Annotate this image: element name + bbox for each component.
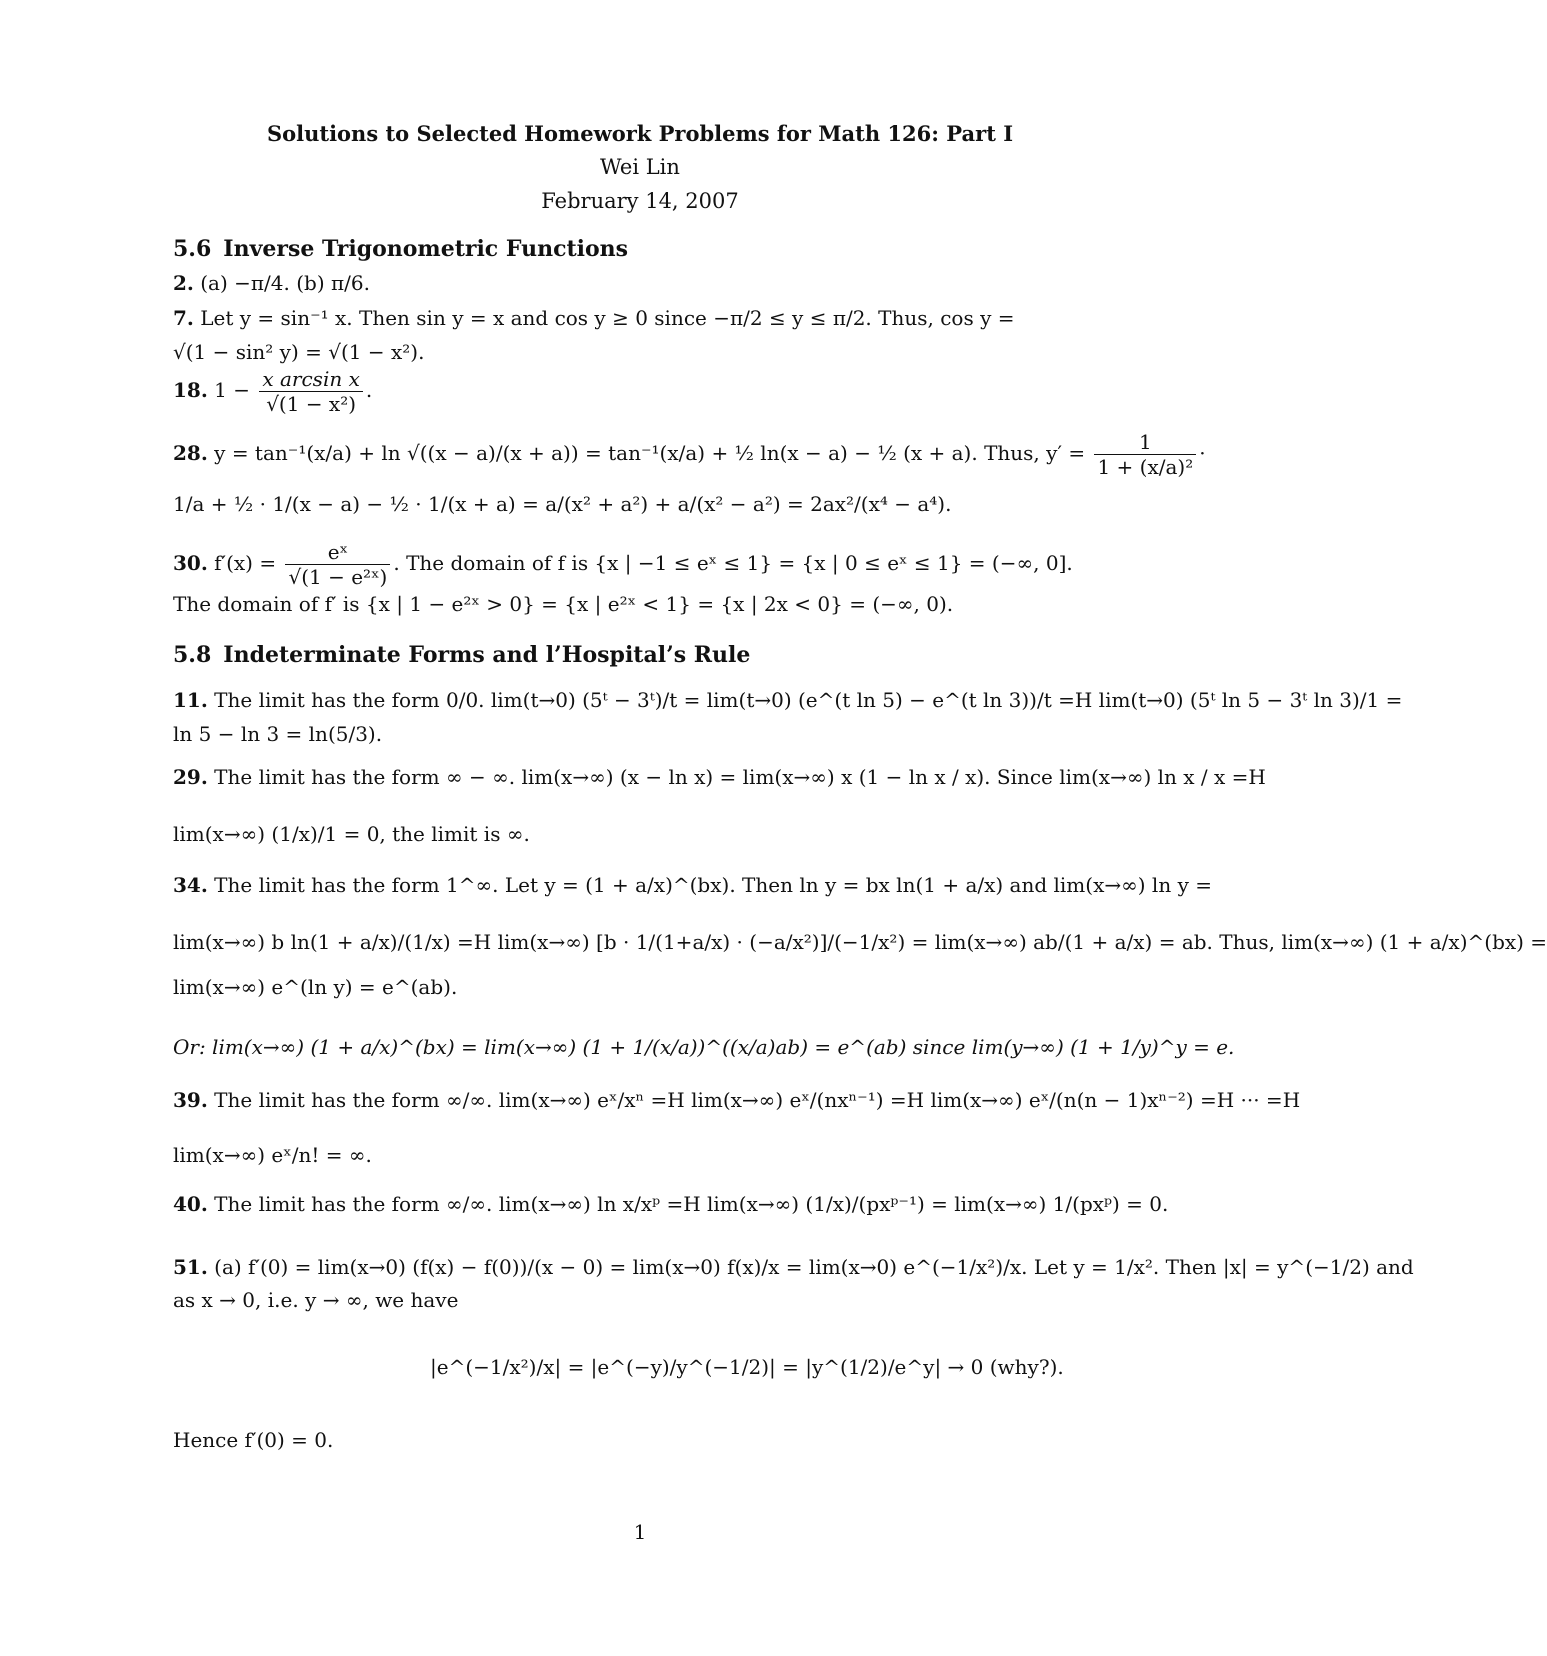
section-number: 5.6 [173, 236, 212, 262]
problem-label: 34. [173, 873, 208, 897]
fraction-denominator: 1 + (x/a)² [1097, 455, 1194, 479]
problem-text: lim(x→∞) (1/x)/1 = 0, the limit is ∞. [173, 822, 530, 846]
problem-30-continued [173, 592, 1108, 616]
problem-text: Or: lim(x→∞) (1 + a/x)^(bx) = lim(x→∞) (1 + 1/(x/a))^((x/a)ab) = e^(ab) since lim(y→∞) (1 + 1/y)^y = e. [173, 1035, 1235, 1059]
problem-2 [173, 271, 1108, 295]
problem-label: 39. [173, 1088, 208, 1112]
problem-51 [173, 1255, 1414, 1279]
section-heading-5-6 [173, 236, 628, 262]
fraction-denominator: √(1 − e²ˣ) [288, 565, 388, 589]
fraction-numerator: x arcsin x [259, 367, 363, 392]
problem-label: 40. [173, 1192, 208, 1216]
problem-7 [173, 306, 1108, 330]
problem-text: The limit has the form ∞/∞. lim(x→∞) eˣ/xⁿ =H lim(x→∞) eˣ/(nxⁿ⁻¹) =H lim(x→∞) eˣ/(n(n − 1)xⁿ⁻²) =H ··· =H [214, 1088, 1301, 1112]
problem-18: 18. 1 − $\frac{\text{x arcsin x}}{\text{√(1 − x²)}}$ . [173, 367, 373, 416]
problem-text: lim(x→∞) e^(ln y) = e^(ab). [173, 975, 458, 999]
section-title: Indeterminate Forms and l’Hospital’s Rule [223, 642, 751, 668]
problem-text: The limit has the form ∞/∞. lim(x→∞) ln x/xᵖ =H lim(x→∞) (1/x)/(pxᵖ⁻¹) = lim(x→∞) 1/(pxᵖ) = 0. [214, 1192, 1169, 1216]
problem-text: . The domain of f is {x | −1 ≤ eˣ ≤ 1} = {x | 0 ≤ eˣ ≤ 1} = (−∞, 0]. [393, 551, 1073, 575]
problem-text: (a) f′(0) = lim(x→0) (f(x) − f(0))/(x − 0) = lim(x→0) f(x)/x = lim(x→0) e^(−1/x²)/x. Let y = 1/x². Then |x| = y^(−1/2) and [214, 1255, 1414, 1279]
problem-label: 18. [173, 378, 208, 402]
problem-text: lim(x→∞) b ln(1 + a/x)/(1/x) =H lim(x→∞) [b · 1/(1+a/x) · (−a/x²)]/(−1/x²) = lim(x→∞) ab/(1 + a/x) = ab. Thus, lim(x→∞) (1 + a/x)^(bx) = [173, 930, 1547, 954]
problem-30 [173, 540, 1108, 589]
problem-text: Let y = sin⁻¹ x. Then sin y = x and cos y ≥ 0 since −π/2 ≤ y ≤ π/2. Thus, cos y = [200, 306, 1015, 330]
answer-fraction [259, 367, 363, 416]
problem-51-display-equation [430, 1355, 1064, 1379]
problem-text: lim(x→∞) eˣ/n! = ∞. [173, 1143, 372, 1167]
document-date: February 14, 2007 [541, 189, 739, 213]
problem-lead: 1 − [214, 378, 250, 402]
document-author: Wei Lin [600, 155, 680, 179]
problem-11 [173, 688, 1403, 712]
derivative-fraction [285, 540, 390, 589]
problem-text: The limit has the form ∞ − ∞. lim(x→∞) (x − ln x) = lim(x→∞) x (1 − ln x / x). Since lim(x→∞) ln x / x =H [214, 765, 1266, 789]
document-title: Solutions to Selected Homework Problems for Math 126: Part I [266, 121, 1014, 146]
problem-51-continued [173, 1288, 1108, 1312]
problem-text: √(1 − sin² y) = √(1 − x²). [173, 340, 425, 364]
problem-text: 1/a + ½ · 1/(x − a) − ½ · 1/(x + a) = a/(x² + a²) + a/(x² − a²) = 2ax²/(x⁴ − a⁴). [173, 492, 952, 516]
problem-text: as x → 0, i.e. y → ∞, we have [173, 1288, 459, 1312]
problem-label: 29. [173, 765, 208, 789]
problem-label: 7. [173, 306, 194, 330]
problem-lead: f′(x) = [214, 551, 277, 575]
problem-34-result [173, 975, 1108, 999]
problem-label: 2. [173, 271, 194, 295]
problem-29-continued [173, 822, 1108, 846]
problem-text: ln 5 − ln 3 = ln(5/3). [173, 722, 383, 746]
section-title: Inverse Trigonometric Functions [223, 236, 629, 262]
problem-39 [173, 1088, 1301, 1112]
problem-text: Hence f′(0) = 0. [173, 1428, 334, 1452]
display-equation: |e^(−1/x²)/x| = |e^(−y)/y^(−1/2)| = |y^(1/2)/e^y| → 0 (why?). [430, 1355, 1064, 1379]
problem-label: 51. [173, 1255, 208, 1279]
problem-text: The limit has the form 0/0. lim(t→0) (5ᵗ − 3ᵗ)/t = lim(t→0) (e^(t ln 5) − e^(t ln 3))/t =H lim(t→0) (5ᵗ ln 5 − 3ᵗ ln 3)/1 = [214, 688, 1403, 712]
problem-text: (a) −π/4. (b) π/6. [200, 271, 370, 295]
problem-label: 28. [173, 441, 208, 465]
problem-28: 28. y = tan⁻¹(x/a) + ln √((x − a)/(x + a)) = tan⁻¹(x/a) + ½ ln(x − a) − ½ (x + a). Thus, y′ = $\frac{1}{\text{1 + (x/a)²}}$ · [173, 430, 1206, 479]
fraction-numerator: eˣ [285, 540, 390, 565]
problem-text: The limit has the form 1^∞. Let y = (1 + a/x)^(bx). Then ln y = bx ln(1 + a/x) and lim(x→∞) ln y = [214, 873, 1212, 897]
derivative-fraction [1094, 430, 1196, 479]
fraction-numerator: 1 [1094, 430, 1196, 455]
problem-label: 11. [173, 688, 208, 712]
problem-40 [173, 1192, 1169, 1216]
problem-label: 30. [173, 551, 208, 575]
problem-text: y = tan⁻¹(x/a) + ln √((x − a)/(x + a)) = tan⁻¹(x/a) + ½ ln(x − a) − ½ (x + a). Thus, y′ = [214, 441, 1086, 465]
section-heading-5-8 [173, 642, 750, 668]
page-number: 1 [633, 1520, 647, 1544]
problem-7-continued [173, 340, 1108, 364]
problem-11-continued [173, 722, 1108, 746]
problem-34 [173, 873, 1212, 897]
problem-29 [173, 765, 1266, 789]
problem-28-continued [173, 492, 1108, 516]
fraction-denominator: √(1 − x²) [266, 392, 357, 416]
problem-34-continued [173, 930, 1547, 954]
problem-51-conclusion [173, 1428, 1108, 1452]
problem-34-alternative [173, 1035, 1235, 1059]
problem-39-continued [173, 1143, 1108, 1167]
problem-text: The domain of f′ is {x | 1 − e²ˣ > 0} = {x | e²ˣ < 1} = {x | 2x < 0} = (−∞, 0). [173, 592, 954, 616]
section-number: 5.8 [173, 642, 212, 668]
